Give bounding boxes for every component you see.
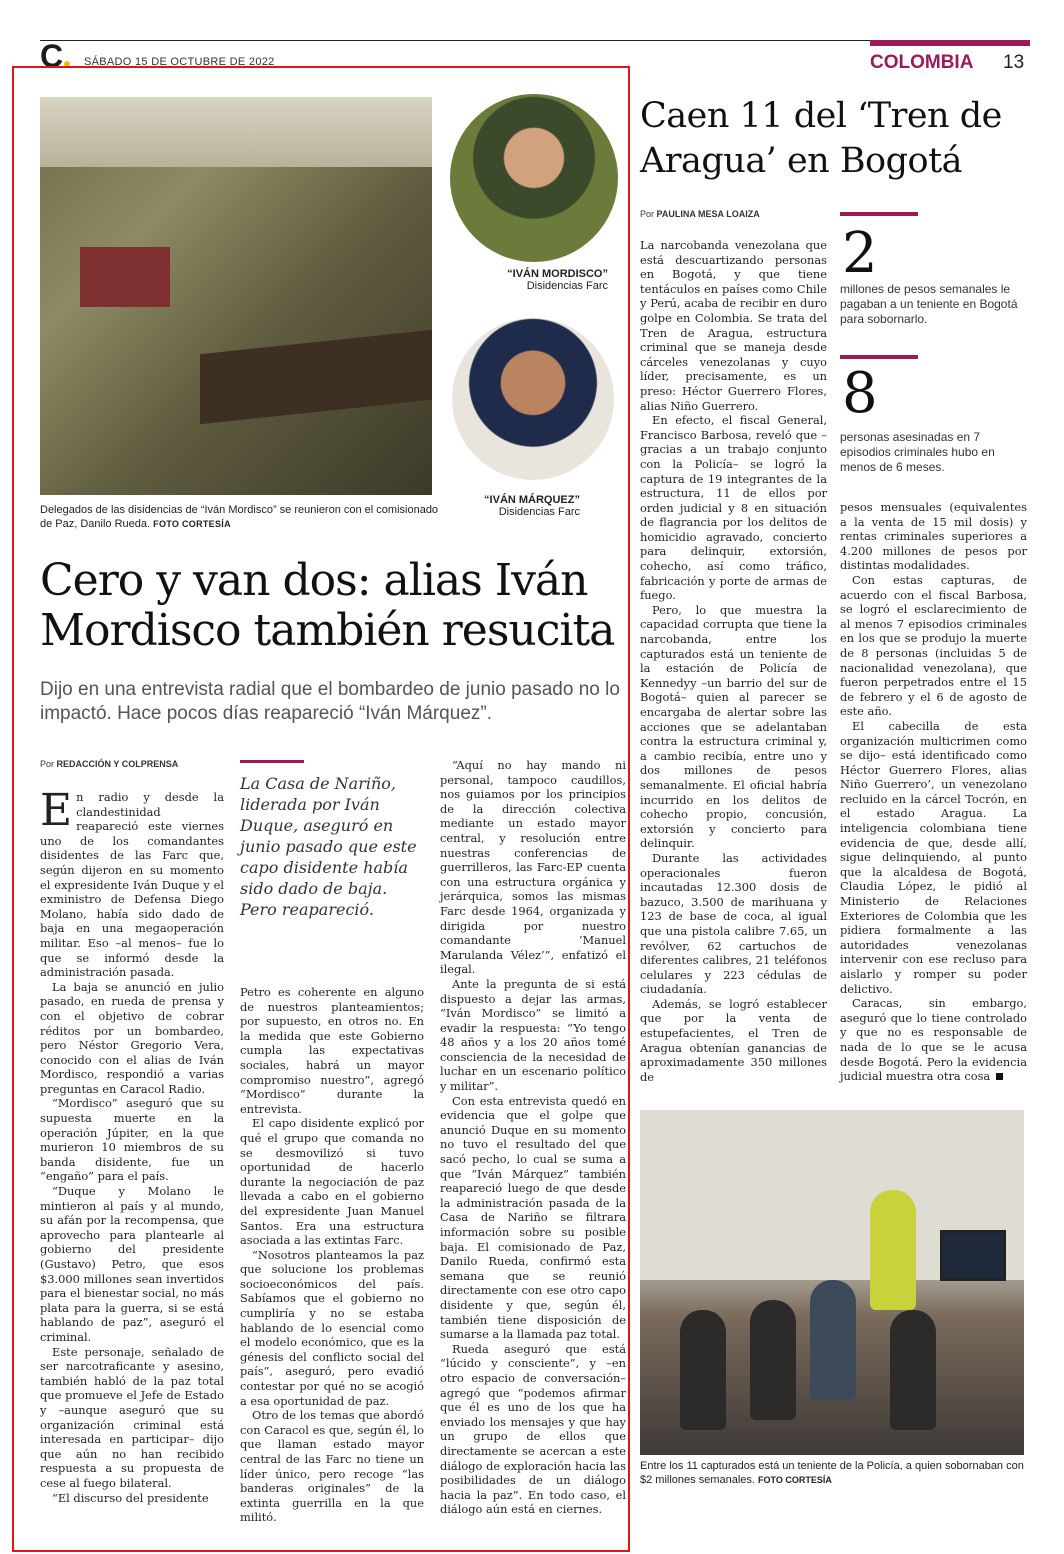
meeting-photo — [40, 97, 432, 495]
paragraph: “Duque y Molano le mintieron al país y al mundo, su afán por la recompensa, que aprovecho para plantearle al gobierno del presidente (Gustavo) Petro, que esos $3.000 millones sean invertidos para el bienestar social, no más plata para la guerra, si se está hablando de paz”, aseguró el criminal. — [40, 1184, 224, 1344]
page-number: 13 — [1003, 52, 1025, 73]
stat-number: 8 — [842, 361, 878, 426]
paragraph: pesos mensuales (equivalentes a la venta de 15 mil dosis) y rentas criminales superiores a 4.200 millones de pesos por distintas modalidades. — [840, 500, 1027, 573]
byline-prefix: Por — [40, 759, 55, 769]
byline-author: PAULINA MESA LOAIZA — [656, 209, 760, 219]
pullquote-bar — [240, 760, 304, 763]
arrests-photo — [640, 1110, 1024, 1455]
stat-bar — [840, 212, 918, 216]
photo-caption — [40, 503, 450, 531]
stat-description: millones de pesos semanales le pagaban a un teniente en Bogotá para sobornarlo. — [840, 282, 1018, 326]
paragraph: El cabecilla de esta organización multicrimen como se dijo– está identificado como Héctor Guerrero Flores, alias Niño Guerrero’, un venezolano recluido en la cárcel Tocrón, en el estado Aragua. La inteligencia colombiana tiene evidencia de que, desde allí, sigue delinquiendo, al punto que la alcaldesa de Bogotá, Claudia López, le pidió al Ministerio de Relaciones Exteriores de Colombia que les pidiera formalmente a las autoridades venezolanas intervenir con ese recluso para aislarlo y romper su poder delictivo. — [840, 718, 1027, 996]
paragraph: La baja se anunció en julio pasado, en rueda de prensa y con el objetivo de cobrar réditos por un bombardeo, pero Néstor Gregorio Vera, conocido con el alias de Iván Mordisco, respondió a varias preguntas en Caracol Radio. — [40, 979, 224, 1096]
paragraph: Petro es coherente en alguno de nuestros planteamientos; por supuesto, en otros no. En la medida que este Gobierno cumpla las expectativas sociales, habrá un mayor compromiso nuestro”, agregó “Mordisco” durante la entrevista. — [240, 985, 424, 1116]
right-article-headline: Caen 11 del ‘Tren de Aragua’ en Bogotá — [640, 96, 1002, 181]
paragraph: El capo disidente explicó por qué el grupo que comanda no se desmovilizó si tuvo oportunidad de hacerlo durante la negociación de paz llevada a cabo en el gobierno del expresidente Juan Manuel Santos. Era una estructura asociada a las extintas Farc. — [240, 1116, 424, 1248]
paragraph-text: Caracas, sin embargo, aseguró que lo tiene controlado y que no es responsable de nada de lo que se le acusa desde Bogotá. Pero la evidencia judicial muestra otra cosa — [840, 996, 1027, 1084]
stat-description: personas asesinadas en 7 episodios criminales hubo en menos de 6 meses. — [840, 430, 995, 474]
drop-cap: E — [40, 785, 73, 836]
article-subhead: Dijo en una entrevista radial que el bombardeo de junio pasado no lo impactó. Hace pocos días reapareció “Iván Márquez”. — [40, 679, 620, 724]
paragraph: Además, se logró establecer que por la venta de estupefacientes, el Tren de Aragua obtenían ganancias de aproximadamente 350 millones de — [640, 996, 827, 1084]
paragraph: “Aquí no hay mando ni personal, tampoco caudillos, nos guiamos por los principios de la dirección colectiva mediante un estado mayor central, y resolución entre nuestras conferencias de guerrilleros, las Farc-EP cuenta con una estructura orgánica y jerárquica, somos las mismas Farc desde 1964, organizada y dirigida por nuestro comandante ‘Manuel Marulanda Vélez’”, enfatizó el ilegal. — [440, 758, 626, 977]
stat-bar — [840, 355, 918, 359]
paragraph: Con esta entrevista quedó en evidencia que el golpe que anunció Duque en su momento no tuvo el resultado del que sacó pecho, lo cual se suma a que “Iván Márquez” también reapareció luego de que desde la administración pasada de la Casa de Nariño se filtrara información sobre su posible baja. El comisionado de Paz, Danilo Rueda, confirmó esta semana que se reunió directamente con ese otro capo disidente y que, según él, también tiene disposición de sumarse a la llamada paz total. — [440, 1093, 626, 1342]
paragraph: Durante las actividades operacionales fueron incautadas 12.300 dosis de bazuco, 3.500 de marihuana y 123 de base de coca, al igual que una pistola calibre 7.65, un revólver, 62 cartuchos de diferentes calibres, 21 teléfonos celulares y 223 cédulas de ciudadanía. — [640, 850, 827, 997]
portrait-name: “IVÁN MÁRQUEZ” — [484, 494, 580, 506]
portrait-ivan-mordisco — [446, 90, 622, 266]
paragraph: Rueda aseguró que está “lúcido y consciente”, y –en otro espacio de conversación– agregó que “podemos afirmar que él es uno de los que ha enviado los mensajes y que hay un grupo de ellos que directamente se acercan a este diálogo de exploración hacia las posibilidades de un diálogo hacia la paz”. En todo caso, el diálogo aún está en ciernes. — [440, 1341, 626, 1517]
portrait-affiliation: Disidencias Farc — [526, 280, 608, 292]
paragraph: Con estas capturas, de acuerdo con el fiscal Barbosa, se logró el esclarecimiento de al menos 7 episodios criminales en los que se produjo la muerte de 8 personas (incluidas 5 de nacionalidad venezolana), que fueron perpetrados entre el 15 de febrero y el 6 de agosto de este año. — [840, 572, 1027, 719]
portrait-affiliation: Disidencias Farc — [498, 506, 580, 518]
article-headline: Cero y van dos: alias Iván Mordisco también resucita — [40, 555, 615, 656]
right-article-column-2 — [840, 500, 1027, 1084]
paragraph: “Mordisco” aseguró que su supuesta muerte en la operación Júpiter, en la que murieron 10 miembros de su banda disidente, fue un “engaño” para el país. — [40, 1096, 224, 1184]
right-article-byline — [640, 209, 760, 219]
right-article-column-1 — [640, 238, 827, 1084]
caption-text: Delegados de las disidencias de “Iván Mordisco” se reunieron con el comisionado de Paz, Danilo Rueda. — [40, 504, 439, 530]
caption-text: Entre los 11 capturados está un teniente de la Policía, a quien sobornaban con $2 millones semanales. — [640, 1460, 1024, 1486]
stat-number: 2 — [842, 221, 878, 286]
paragraph: Otro de los temas que abordó con Caracol es que, según él, lo que llaman estado mayor central de las Farc no tiene un líder único, pero recoge “las banderas originales” de la extinta guerrilla en la que militó. — [240, 1408, 424, 1525]
article-column-2 — [240, 985, 424, 1525]
caption-credit: FOTO CORTESÍA — [758, 1475, 832, 1485]
portrait-ivan-marquez — [448, 314, 618, 484]
paragraph — [840, 996, 1027, 1084]
paragraph: Ante la pregunta de si está dispuesto a dejar las armas, “Iván Mordisco” se limitó a evadir la respuesta: “Yo tengo 48 años y a los 20 años tomé consciencia de la necesidad de luchar en un escenario político y militar”. — [440, 976, 626, 1094]
paragraph: En efecto, el fiscal General, Francisco Barbosa, reveló que –gracias a un trabajo conjunto con la Policía– se logró la captura de 19 integrantes de la estructura, 11 de ellos por orden judicial y 8 en situación de flagrancia por los delitos de homicidio agravado, concierto para delinquir, extorsión, cohecho, así como tráfico, fabricación y porte de armas de fuego. — [640, 413, 827, 603]
photo-caption — [640, 1459, 1024, 1487]
issue-date: SÁBADO 15 DE OCTUBRE DE 2022 — [84, 56, 275, 68]
section-name: COLOMBIA — [870, 52, 974, 73]
portrait-name: “IVÁN MORDISCO” — [507, 268, 608, 280]
logo-letter: C — [40, 38, 64, 74]
paragraph: Este personaje, señalado de ser narcotraficante y asesino, también habló de la paz total que promueve el Jefe de Estado y –aunque aseguró que su organización criminal está interesada en participar– dijo que aún no han recibido respuesta a su propuesta de cese al fuego bilateral. — [40, 1344, 224, 1490]
byline-prefix: Por — [640, 209, 655, 219]
paragraph: La narcobanda venezolana que está descuartizando personas en Bogotá, y que tiene tentáculos en países como Chile y Perú, acaba de recibir en duro golpe en Colombia. Se trata del Tren de Aragua, estructura criminal que se maneja desde cárceles venezolanas y cuyo líder, precisamente, es un preso: Héctor Guerrero Flores, alias Niño Guerrero. — [640, 238, 827, 413]
caption-credit: FOTO CORTESÍA — [153, 519, 231, 529]
paragraph: “El discurso del presidente — [52, 1490, 209, 1505]
pullquote: La Casa de Nariño, liderada por Iván Duque, aseguró en junio pasado que este capo disidente había sido dado de baja. Pero reapareció. — [240, 774, 417, 919]
paragraph: Pero, lo que muestra la capacidad corrupta que tiene la narcobanda, entre los capturados está un teniente de la estación de Policía de Kennedyy –un barrio del sur de Bogotá– quien al parecer se encargaba de alertar sobre las acciones que se adelantaban contra la estructura criminal y, a cambio recibía, entre uno y dos millones de pesos semanalmente. El oficial habría incurrido en los delitos de cohecho propio, concusión, extorsión y concierto para delinquir. — [640, 602, 827, 851]
paragraph: En radio y desde la clandestinidad reapareció este viernes uno de los comandantes disidentes de las Farc que, según dijeron en su momento el expresidente Iván Duque y el exministro de Defensa Diego Molano, había sido dado de baja en una megaoperación militar. Eso –al menos– fue lo que se informó desde la administración pasada. — [40, 785, 224, 980]
article-column-1 — [40, 785, 224, 1505]
portrait-tag-mordisco — [440, 268, 608, 292]
article-byline — [40, 759, 178, 769]
section-bar — [870, 40, 1030, 46]
article-column-3 — [440, 758, 626, 1517]
byline-author: REDACCIÓN Y COLPRENSA — [56, 759, 179, 769]
end-mark-icon — [996, 1073, 1003, 1080]
paragraph: “Nosotros planteamos la paz que solucione los problemas socioeconómicos del país. Sabíamos que el gobierno no cumpliría y no se estaba hablando de lo esencial como el modelo económico, que es la génesis del conflicto social del país”, aseguró, pero evadió contestar por qué no se acogió a esa oportunidad de paz. — [240, 1247, 424, 1408]
